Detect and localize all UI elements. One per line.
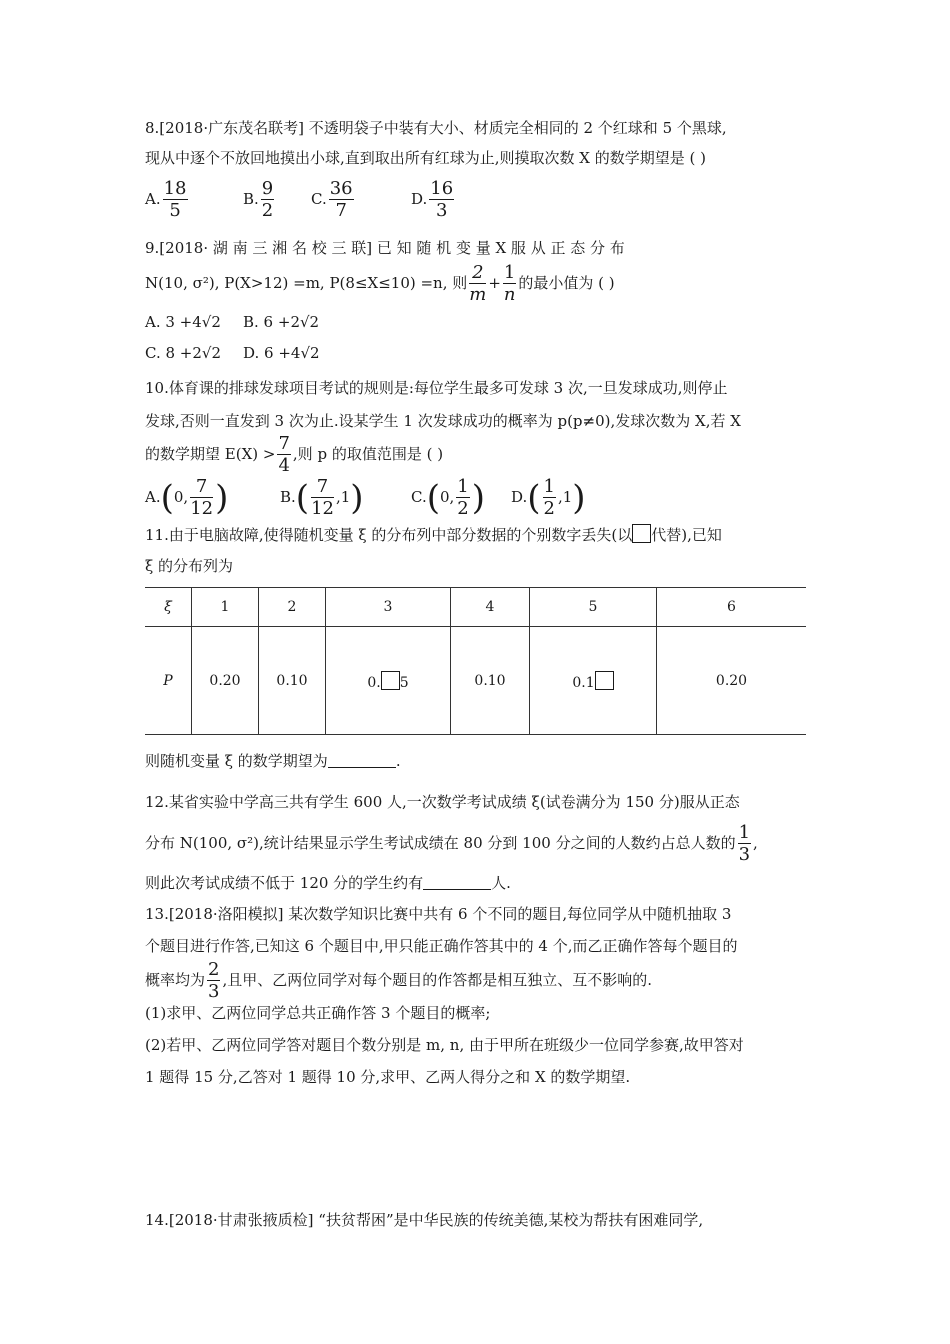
table-cell: 1: [192, 588, 259, 627]
table-cell: P: [145, 627, 192, 735]
q10-option-b: B.( $\frac{7}{12}$ ,1): [280, 476, 364, 519]
q11-line-2: ξ 的分布列为: [145, 557, 234, 575]
table-cell: 0.10: [451, 627, 530, 735]
q8-option-b: B. $\frac{9}{2}$: [243, 178, 274, 221]
table-cell: 0. 5: [326, 627, 451, 735]
table-cell: 4: [451, 588, 530, 627]
answer-blank: [328, 753, 396, 768]
table-cell: ξ: [145, 588, 192, 627]
q10-option-d: D.( $\frac{1}{2}$ ,1): [511, 476, 586, 519]
q10-option-c: C.(0, $\frac{1}{2}$ ): [411, 476, 486, 519]
q8-option-a: A. $\frac{18}{5}$: [145, 178, 187, 221]
q13-line-3: 概率均为 $\frac{2}{3}$ ,且甲、乙两位同学对每个题目的作答都是相互独立、互不影响的.: [145, 959, 653, 1002]
missing-digit-box: [595, 671, 614, 690]
table-cell: 2: [259, 588, 326, 627]
q9-option-a: A. 3 +4√2: [145, 313, 221, 331]
q12-line-3: 则此次考试成绩不低于 120 分的学生约有 人.: [145, 874, 511, 892]
q9-option-d: D. 6 +4√2: [243, 344, 320, 362]
q8-line-2: 现从中逐个不放回地摸出小球,直到取出所有红球为止,则摸取次数 X 的数学期望是 ( ): [145, 149, 706, 167]
table-row: [145, 627, 806, 735]
q11-after: 则随机变量 ξ 的数学期望为 .: [145, 752, 401, 770]
missing-digit-box: [381, 671, 400, 690]
table-cell: 0.20: [657, 627, 807, 735]
q8-option-d: D. $\frac{16}{3}$: [411, 178, 454, 221]
q13-line-1: 13.[2018·洛阳模拟] 某次数学知识比赛中共有 6 个不同的题目,每位同学从中随机抽取 3: [145, 905, 732, 923]
table-header-row: [145, 588, 806, 627]
table-cell: 3: [326, 588, 451, 627]
q8-option-c: C. $\frac{36}{7}$: [311, 178, 353, 221]
q9-option-b: B. 6 +2√2: [243, 313, 320, 331]
q12-line-1: 12.某省实验中学高三共有学生 600 人,一次数学考试成绩 ξ(试卷满分为 150 分)服从正态: [145, 793, 740, 811]
q13-line-6: 1 题得 15 分,乙答对 1 题得 10 分,求甲、乙两人得分之和 X 的数学期望.: [145, 1068, 631, 1086]
q9-line-1: 9.[2018· 湖 南 三 湘 名 校 三 联] 已 知 随 机 变 量 X 服 从 正 态 分 布: [145, 239, 625, 257]
answer-blank: [423, 875, 491, 890]
q13-line-4: (1)求甲、乙两位同学总共正确作答 3 个题目的概率;: [145, 1004, 491, 1022]
q13-line-2: 个题目进行作答,已知这 6 个题目中,甲只能正确作答其中的 4 个,而乙正确作答每个题目的: [145, 937, 738, 955]
table-cell: 0.20: [192, 627, 259, 735]
q12-line-2: 分布 N(100, σ²),统计结果显示学生考试成绩在 80 分到 100 分之间的人数约占总人数的 $\frac{1}{3}$ ,: [145, 822, 758, 865]
distribution-table: [145, 587, 806, 735]
q10-line-1: 10.体育课的排球发球项目考试的规则是:每位学生最多可发球 3 次,一旦发球成功,则停止: [145, 379, 728, 397]
q11-line-1: 11.由于电脑故障,使得随机变量 ξ 的分布列中部分数据的个别数字丢失(以 代替),已知: [145, 526, 722, 544]
q9-option-c: C. 8 +2√2: [145, 344, 222, 362]
q10-line-2: 发球,否则一直发到 3 次为止.设某学生 1 次发球成功的概率为 p(p≠0),发球次数为 X,若 X: [145, 412, 741, 430]
q8-line-1: 8.[2018·广东茂名联考] 不透明袋子中装有大小、材质完全相同的 2 个红球和 5 个黑球,: [145, 119, 727, 137]
table-cell: 6: [657, 588, 807, 627]
missing-digit-box: [632, 524, 651, 543]
q10-line-3: 的数学期望 E(X) > $\frac{7}{4}$ ,则 p 的取值范围是 ( ): [145, 433, 444, 476]
q13-line-5: (2)若甲、乙两位同学答对题目个数分别是 m, n, 由于甲所在班级少一位同学参赛,故甲答对: [145, 1036, 744, 1054]
table-cell: 5: [530, 588, 657, 627]
q10-option-a: A.(0, $\frac{7}{12}$ ): [145, 476, 229, 519]
table-cell: 0.10: [259, 627, 326, 735]
table-cell: 0.1: [530, 627, 657, 735]
q9-line-2: N(10, σ²), P(X>12) =m, P(8≤X≤10) =n, 则 $\frac{2}{m}$ + $\frac{1}{n}$ 的最小值为 ( ): [145, 262, 615, 305]
q14-line-1: 14.[2018·甘肃张掖质检] “扶贫帮困”是中华民族的传统美德,某校为帮扶有困难同学,: [145, 1211, 704, 1229]
